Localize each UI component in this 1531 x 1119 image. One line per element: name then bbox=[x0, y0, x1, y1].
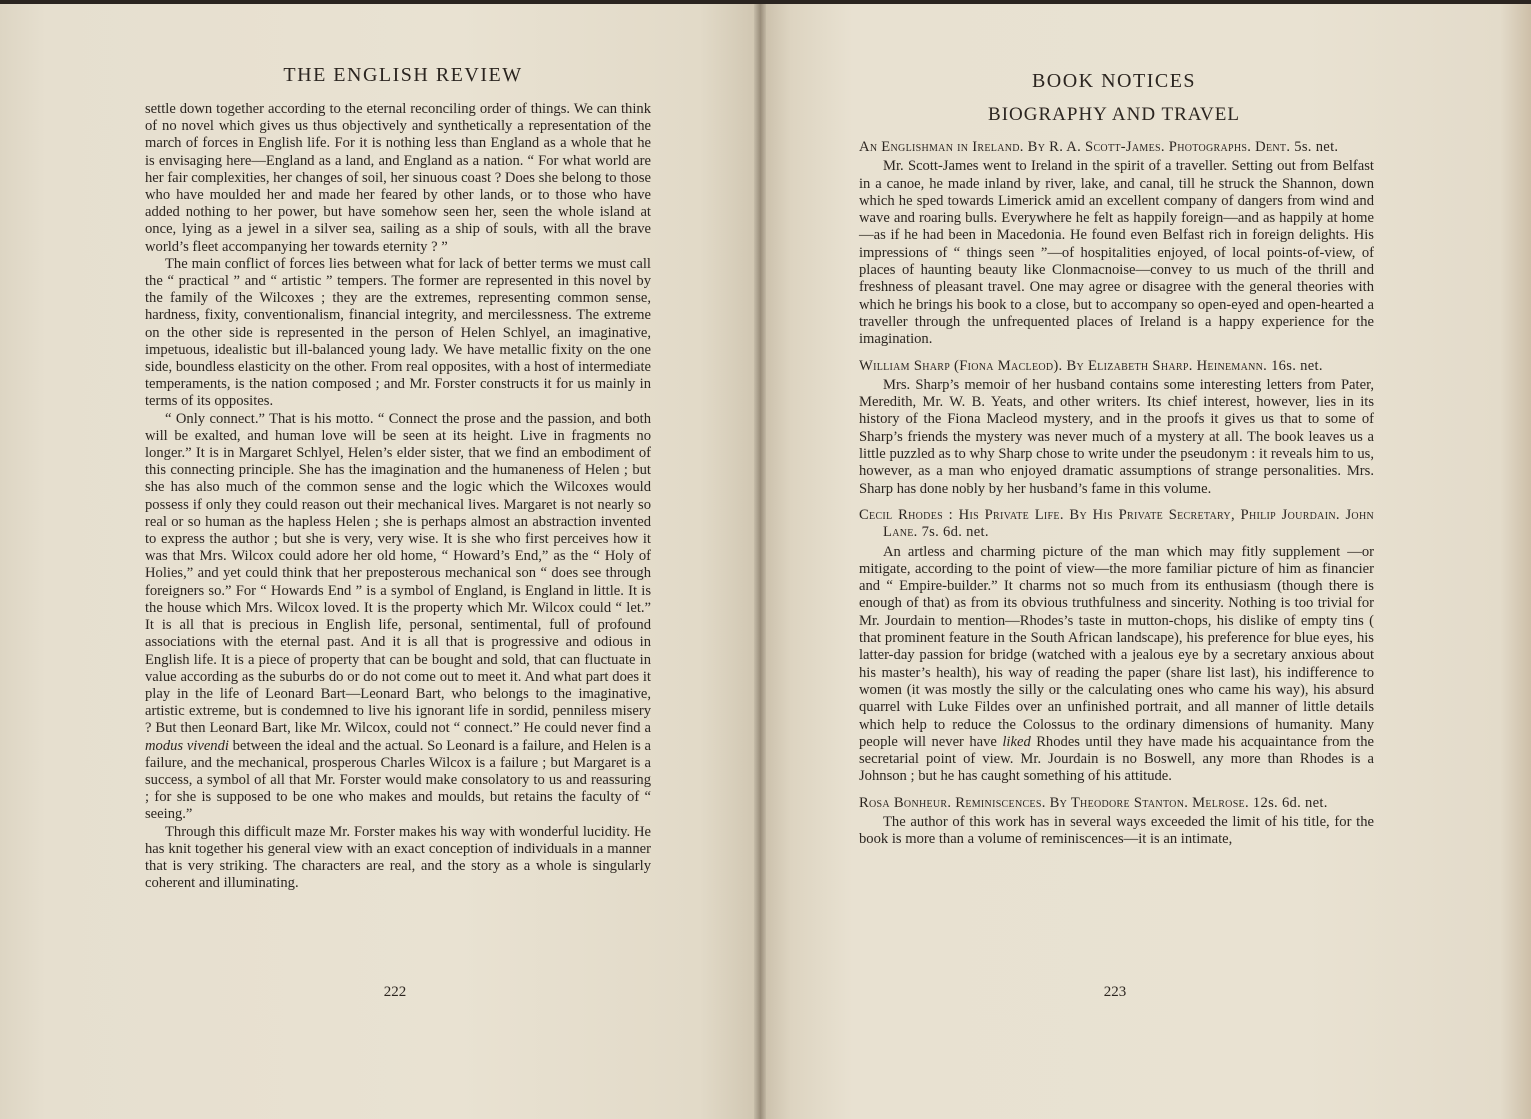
book-notice-4 bbox=[859, 795, 1374, 849]
notice-price: 12s. 6d. net. bbox=[1252, 794, 1328, 811]
paragraph-2: The main conflict of forces lies between what for lack of better terms we must call the “ practical ” and “ artistic ” tempers. The former are represented in this novel by the family of the Wilcoxes ; they are the extremes, representing common sense, hardness, fixity, conventionalism, financial integrity, and mercilessness. The extreme on the other side is represented in the person of Helen Schlyel, an imaginative, impetuous, idealistic but ill-balanced young lady. We have metallic fixity on the one side, boundless elasticity on the other. From real opposites, with a host of intermediate temperaments, is the nation composed ; and Mr. Forster constructs it for us mainly in terms of its opposites. bbox=[145, 255, 651, 410]
left-text-column bbox=[145, 101, 651, 892]
notice-body: The author of this work has in several ways exceeded the limit of his title, for the book is more than a volume of reminiscences—it is an intimate, bbox=[859, 813, 1374, 848]
book-gutter bbox=[754, 4, 766, 1119]
notice-title: Rosa Bonheur. Reminiscences. By Theodore Stanton. Melrose. bbox=[859, 794, 1249, 811]
paragraph-3-tail: between the ideal and the actual. So Leonard is a failure, and Helen is a failure, and the mechanical, prosperous Charles Wilcox is a failure ; but Margaret is a success, a symbol of all that Mr. Forster would make consolatory to us and reassuring ; for she is supposed to be one who makes and moulds, but retains the faculty of “ seeing.” bbox=[145, 737, 651, 823]
page-number-right: 223 bbox=[1103, 984, 1127, 1000]
notice-heading bbox=[859, 507, 1374, 542]
notice-body bbox=[859, 544, 1374, 786]
paragraph-3-text: “ Only connect.” That is his motto. “ Connect the prose and the passion, and both will be exalted, and human love will be seen at its height. Live in fragments no longer.” It is in Margaret Schlyel, Helen’s elder sister, that we find an embodiment of this connecting principle. She has the imagination and the humaneness of Helen ; but she has also much of the common sense and the logic which the Wilcoxes would possess if only they could reason out their mechanical lives. Margaret is not nearly so real or so human as the hapless Helen ; she is perhaps almost an abstraction invented to express the author ; but she is very, very wise. It is she who first perceives how it was that Mrs. Wilcox could adore her old home, “ Howard’s End,” as the “ Holy of Holies,” and yet could think that her preposterous mechanical son “ does see through foreigners so.” For “ Howards End ” is a symbol of England, is England in little. It is the house which Mrs. Wilcox loved. It is the property which Mr. Wilcox could “ let.” It is all that is precious in English life, personal, sentimental, full of profound associations with the eternal past. And it is all that is progressive and odious in English life. It is a piece of property that can be bought and sold, that can fluctuate in value according as the suburbs do or do not come out to meet it. And what part does it play in the life of Leonard Bart—Leonard Bart, who belongs to the imaginative, artistic extreme, but is condemned to live his ignorant life in sordid, penniless misery ? But then Leonard Bart, like Mr. Wilcox, could not “ connect.” He could never find a bbox=[145, 410, 651, 737]
paragraph-1: settle down together according to the eternal reconciling order of things. We can think of no novel which gives us thus objectively and synthetically a representation of the march of forces in English life. For it is nothing less than England as a whole that he is envisaging here—England as a land, and England as a nation. “ For what world are her fair complexities, her changes of soil, her sinuous coast ? Does she belong to those who have moulded her and made her feared by other lands, or to those who have added nothing to her power, but have somehow seen her, seen the whole island at once, lying as a jewel in a silver sea, sailing as a ship of souls, with all the brave world’s fleet accompanying her towards eternity ? ” bbox=[145, 101, 651, 255]
book-spread bbox=[0, 4, 1531, 1119]
notice-title: Cecil Rhodes : His Private Life. By His Private Secretary, Philip Jourdain. John Lane. bbox=[859, 506, 1374, 541]
notice-price: 7s. 6d. net. bbox=[921, 524, 989, 541]
running-head-right: BOOK NOTICES bbox=[1031, 70, 1197, 92]
notice-title: William Sharp (Fiona Macleod). By Elizabeth Sharp. Heinemann. bbox=[859, 357, 1268, 374]
paragraph-3-italic: modus vivendi bbox=[145, 737, 229, 754]
running-head-left: THE ENGLISH REVIEW bbox=[283, 64, 523, 86]
paragraph-4: Through this difficult maze Mr. Forster makes his way with wonderful lucidity. He has knit together his general view with an exact conception of individuals in a manner that is very striking. The characters are real, and the story as a whole is singularly coherent and illuminating. bbox=[145, 823, 651, 892]
notice-body: Mrs. Sharp’s memoir of her husband contains some interesting letters from Pater, Meredith, Mr. W. B. Yeats, and other writers. Its chief interest, however, lies in its history of the Fiona Macleod mystery, and in the proofs it gives us that to some of Sharp’s friends the mystery was never much of a mystery at all. The book leaves us a little puzzled as to why Sharp chose to write under the pseudonym : it reveals him to us, however, as a man who enjoyed dramatic assumptions of strange personalities. Mrs. Sharp has done nobly by her husband’s fame in this volume. bbox=[859, 376, 1374, 497]
notice-heading bbox=[859, 358, 1374, 375]
page-number-left: 222 bbox=[383, 984, 407, 1000]
right-text-column bbox=[859, 139, 1374, 858]
notice-price: 16s. net. bbox=[1271, 357, 1323, 374]
paragraph-3 bbox=[145, 411, 651, 824]
notice-body-italic: liked bbox=[1002, 733, 1031, 750]
book-notice-2 bbox=[859, 358, 1374, 498]
left-page bbox=[0, 4, 760, 1119]
notice-body-text: An artless and charming picture of the man which may fitly supplement —or mitigate, according to the point of view—the more familiar picture of him as financier and “ Empire-builder.” It charms not so much from its enthusiasm (though there is enough of that) as from its obvious truthfulness and sincerity. Nothing is too trivial for Mr. Jourdain to mention—Rhodes’s taste in mutton-chops, his dislike of empty tins ( that prominent feature in the South African landscape), his preference for blue eyes, his latter-day passion for bridge (watched with a jealous eye by a secretary anxious about his master’s health), his way of reading the paper (share list last), his indifference to women (it was mostly the silly or the calculating ones who came his way), his absurd quarrel with Luke Fildes over an unfinished portrait, and all manner of little details which help to reduce the Colossus to the ordinary dimensions of humanity. Many people will never have bbox=[859, 543, 1374, 750]
notice-title: An Englishman in Ireland. By R. A. Scott-James. Photographs. Dent. bbox=[859, 139, 1291, 155]
notice-body: Mr. Scott-James went to Ireland in the spirit of a traveller. Setting out from Belfast in a canoe, he made inland by river, lake, and canal, till he struck the Shannon, down which he sped towards Limerick amid an excellent company of dangers from wind and wave and roaring bulls. Everywhere he felt as happily foreign—and as happily at home—as if he had been in Macedonia. He found even Belfast rich in foreign delights. His impressions of “ things seen ”—of hospitalities enjoyed, of local points-of-view, of places of haunting beauty like Clonmacnoise—convey to us much of the thrill and freshness of pleasant travel. One may agree or disagree with the general theories with which he brings his book to a close, but to accompany so open-eyed and open-hearted a traveller through the unfrequented places of Ireland is a happy experience for the imagination. bbox=[859, 158, 1374, 348]
notice-heading bbox=[859, 139, 1374, 156]
book-notice-1 bbox=[859, 139, 1374, 349]
notice-heading bbox=[859, 795, 1374, 812]
notice-price: 5s. net. bbox=[1294, 139, 1339, 155]
book-notice-3 bbox=[859, 507, 1374, 786]
notice-body-tail: Rhodes until they have made his acquaintance from the secretarial point of view. Mr. Jourdain is no Boswell, any more than Rhodes is a Johnson ; but he has caught something of his attitude. bbox=[859, 733, 1374, 785]
section-title: BIOGRAPHY AND TRAVEL bbox=[988, 104, 1240, 125]
right-page bbox=[760, 4, 1531, 1119]
